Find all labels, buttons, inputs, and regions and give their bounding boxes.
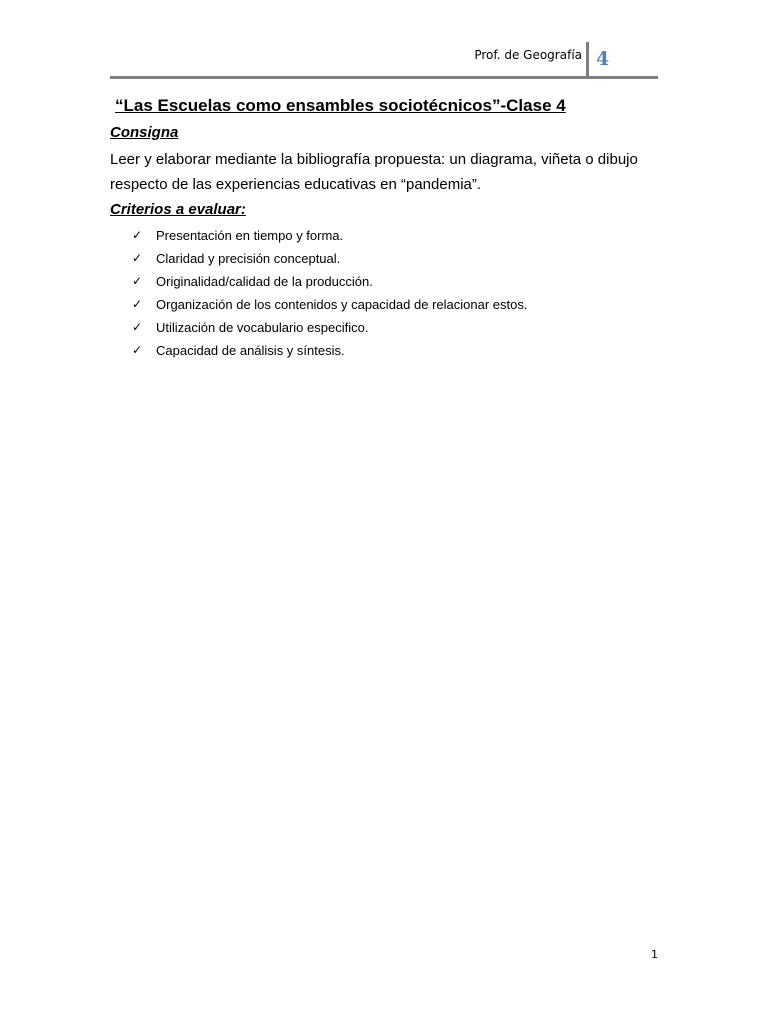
list-item [132, 247, 660, 270]
criteria-list [132, 224, 660, 362]
criteria-item-text: Originalidad/calidad de la producción. [156, 274, 373, 289]
criteria-item-text: Capacidad de análisis y síntesis. [156, 343, 345, 358]
criteria-item-text: Utilización de vocabulario especifico. [156, 320, 369, 335]
checkmark-icon: ✓ [132, 343, 143, 357]
checkmark-icon: ✓ [132, 297, 143, 311]
list-item [132, 316, 660, 339]
checkmark-icon: ✓ [132, 228, 143, 242]
criteria-heading: Criterios a evaluar: [110, 201, 246, 218]
page-header [110, 42, 658, 80]
criteria-item-text: Organización de los contenidos y capacidad de relacionar estos. [156, 297, 528, 312]
checkmark-icon: ✓ [132, 320, 143, 334]
checkmark-icon: ✓ [132, 274, 143, 288]
criteria-item-text: Claridad y precisión conceptual. [156, 251, 341, 266]
consigna-text: Leer y elaborar mediante la bibliografía propuesta: un diagrama, viñeta o dibujo respecto de las experiencias educativas en “pandemia”. [110, 151, 638, 193]
page-number: 1 [651, 948, 658, 961]
header-separator [586, 42, 589, 76]
list-item [132, 270, 660, 293]
criteria-item-text: Presentación en tiempo y forma. [156, 228, 344, 243]
header-rule [110, 76, 658, 79]
list-item [132, 293, 660, 316]
document-body [110, 95, 660, 362]
list-item [132, 224, 660, 247]
header-text: Prof. de Geografía [474, 48, 582, 62]
header-number: 4 [596, 48, 610, 70]
list-item [132, 339, 660, 362]
consigna-heading: Consigna [110, 124, 179, 141]
document-title: “Las Escuelas como ensambles sociotécnicos”-Clase 4 [115, 96, 566, 115]
checkmark-icon: ✓ [132, 251, 143, 265]
